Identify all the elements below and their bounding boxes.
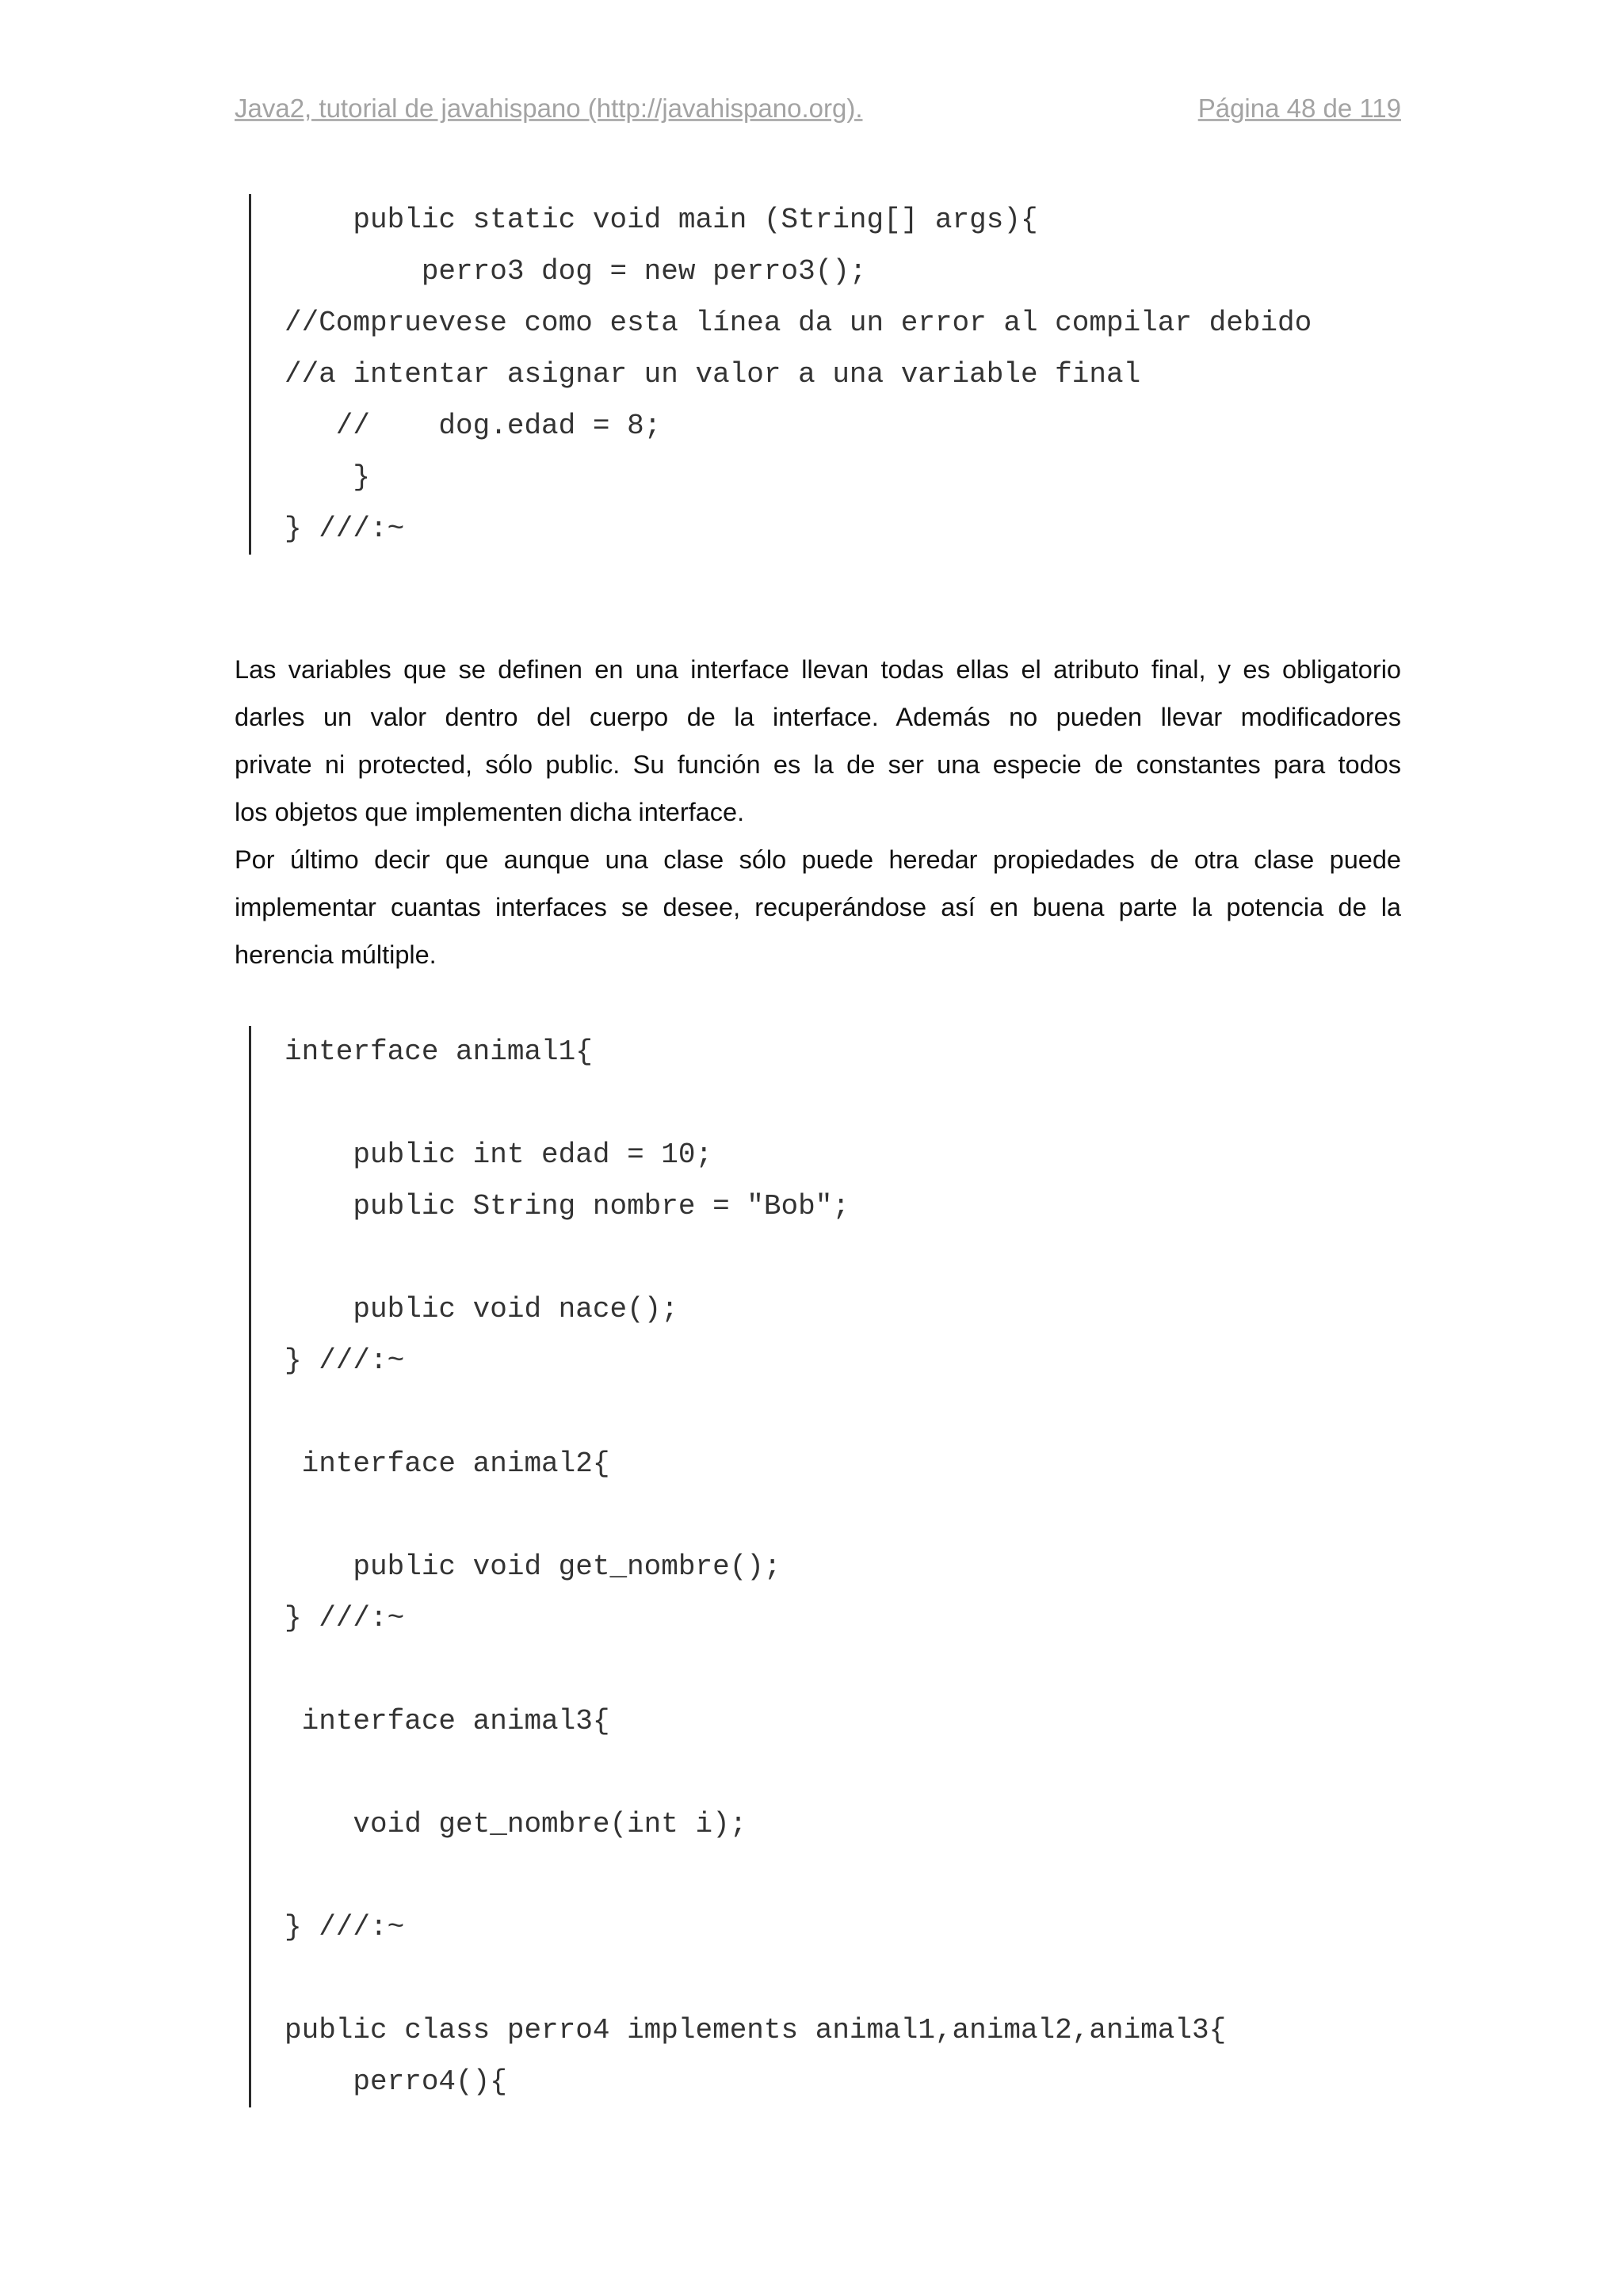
code-line: public class perro4 implements animal1,animal2,animal3{ (285, 2014, 1227, 2046)
code-line: //Compruevese como esta línea da un error al compilar debido (285, 307, 1312, 339)
code-line: } ///:~ (285, 1344, 405, 1377)
paragraph-line: Por último decir que aunque una clase sólo puede heredar propiedades de otra clase puede (235, 845, 1401, 874)
paragraph-line: private ni protected, sólo public. Su función es la de ser una especie de constantes para todos (235, 750, 1401, 779)
code-line: // dog.edad = 8; (285, 410, 662, 442)
code-line (251, 1077, 1226, 1129)
paragraph-line: Las variables que se definen en una interface llevan todas ellas el atributo final, y es obligatorio (235, 655, 1401, 684)
code-line (251, 1489, 1226, 1541)
header-page-number-link[interactable]: Página 48 de 119 (1197, 93, 1401, 123)
code-line (251, 1747, 1226, 1798)
paragraph-multiple-inheritance (235, 836, 1401, 978)
code-block-main-method (249, 194, 1312, 555)
code-line: public void get_nombre(); (285, 1550, 781, 1583)
code-line: public static void main (String[] args){ (285, 204, 1038, 236)
code-line (251, 1386, 1226, 1438)
code-line: } (285, 461, 371, 494)
code-line: } ///:~ (285, 513, 405, 545)
code-line: public int edad = 10; (285, 1138, 713, 1171)
code-block-interfaces (249, 1026, 1226, 2107)
code-line (251, 1644, 1226, 1695)
code-line: } ///:~ (285, 1602, 405, 1634)
code-line (251, 1850, 1226, 1901)
header-title-link[interactable]: Java2, tutorial de javahispano (http://javahispano.org). (235, 93, 863, 123)
code-line: perro3 dog = new perro3(); (285, 255, 867, 288)
code-line: interface animal1{ (285, 1035, 593, 1068)
code-line: perro4(){ (285, 2065, 507, 2098)
paragraph-line: implementar cuantas interfaces se desee, recuperándose así en buena parte la potencia de la (235, 893, 1401, 921)
code-line: void get_nombre(int i); (285, 1808, 747, 1840)
code-line: public String nombre = "Bob"; (285, 1190, 850, 1222)
paragraph-interface-variables (235, 646, 1401, 836)
paragraph-line: los objetos que implementen dicha interface. (235, 798, 745, 826)
code-line: } ///:~ (285, 1911, 405, 1943)
paragraph-line: darles un valor dentro del cuerpo de la interface. Además no pueden llevar modificadores (235, 703, 1401, 731)
paragraph-line: herencia múltiple. (235, 940, 437, 969)
code-line: public void nace(); (285, 1293, 678, 1325)
code-line: //a intentar asignar un valor a una variable final (285, 358, 1141, 391)
code-line: interface animal3{ (285, 1705, 610, 1737)
code-line (251, 1232, 1226, 1283)
code-line (251, 1953, 1226, 2004)
code-line: interface animal2{ (285, 1447, 610, 1480)
